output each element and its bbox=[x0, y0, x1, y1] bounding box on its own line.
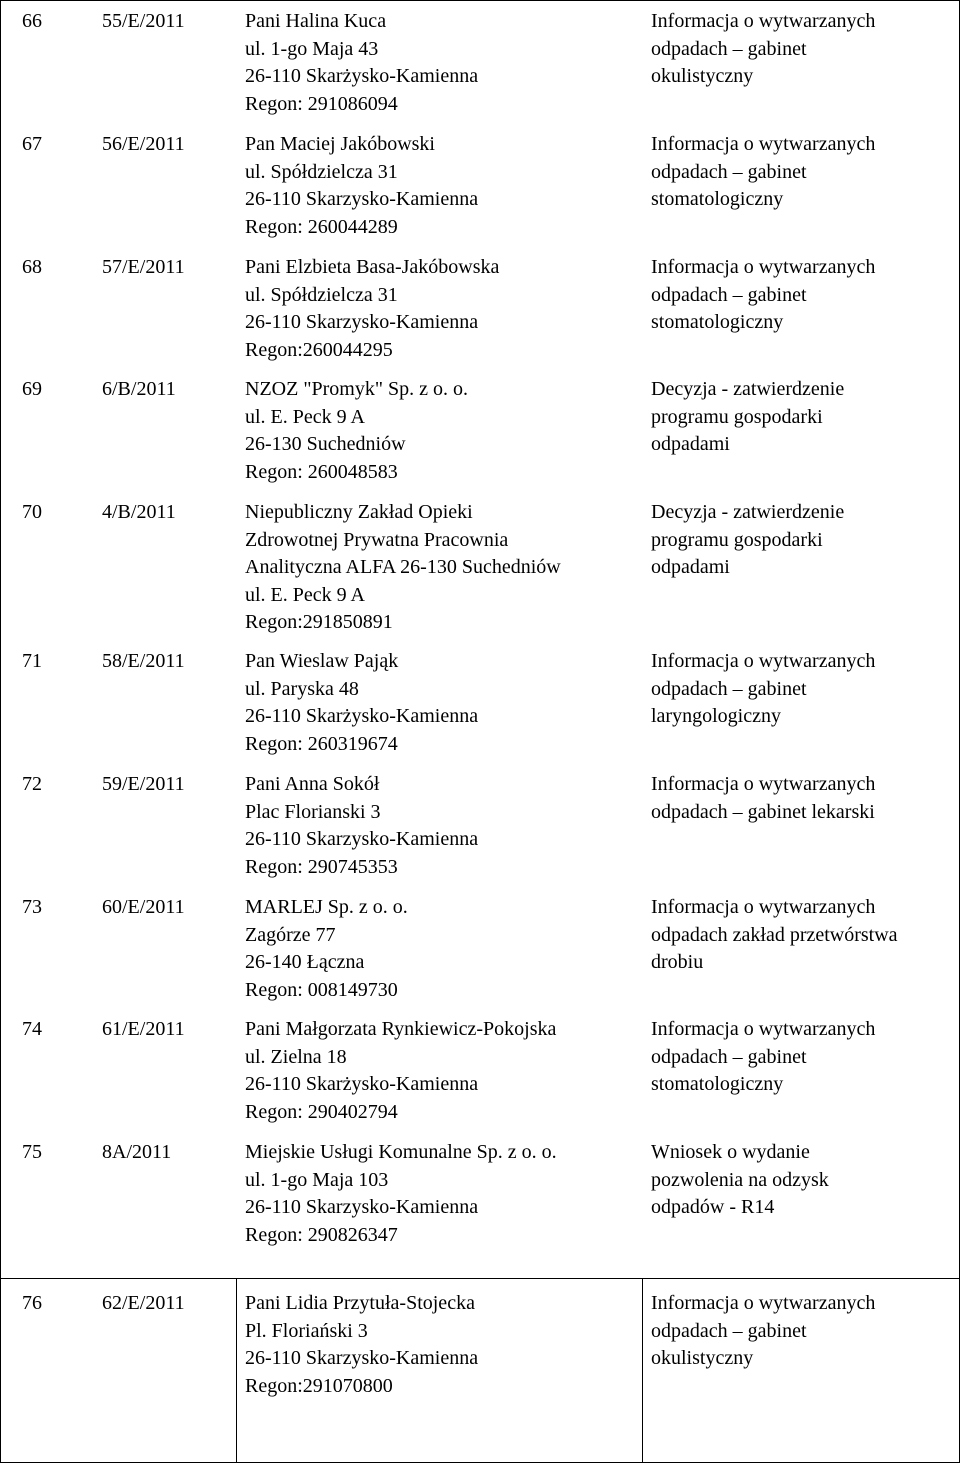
row-number: 75 bbox=[22, 1141, 42, 1163]
document-line: Informacja o wytwarzanych bbox=[651, 773, 876, 795]
entity-line: ul. Spółdzielcza 31 bbox=[245, 160, 398, 183]
document-description bbox=[651, 648, 875, 731]
entity-line: ul. Paryska 48 bbox=[245, 677, 359, 700]
document-line: Informacja o wytwarzanych bbox=[651, 10, 876, 32]
reference-number: 4/B/2011 bbox=[102, 501, 176, 523]
entity-line: Regon: 260319674 bbox=[245, 732, 398, 755]
document-description bbox=[651, 131, 875, 214]
row-number: 70 bbox=[22, 501, 42, 523]
document-description bbox=[651, 1290, 875, 1373]
reference-number: 59/E/2011 bbox=[102, 773, 185, 795]
entity-details bbox=[245, 376, 468, 486]
document-line: odpadami bbox=[651, 433, 730, 455]
entity-details bbox=[245, 131, 478, 241]
row-number: 73 bbox=[22, 896, 42, 918]
entity-line: 26-110 Skarżysko-Kamienna bbox=[245, 65, 479, 87]
row-number: 72 bbox=[22, 773, 42, 795]
document-line: drobiu bbox=[651, 951, 704, 973]
entity-line: Regon: 290402794 bbox=[245, 1100, 398, 1123]
entity-details bbox=[245, 648, 478, 758]
document-line: pozwolenia na odzysk bbox=[651, 1168, 829, 1191]
document-line: Informacja o wytwarzanych bbox=[651, 896, 876, 918]
entity-line: Regon: 290826347 bbox=[245, 1223, 398, 1246]
entity-line: ul. Spółdzielcza 31 bbox=[245, 283, 398, 306]
entity-line: Pani Halina Kuca bbox=[245, 10, 387, 32]
entity-line: Regon: 260044289 bbox=[245, 215, 398, 238]
entity-line: Regon: 008149730 bbox=[245, 978, 398, 1001]
reference-number: 56/E/2011 bbox=[102, 133, 185, 155]
entity-line: Pani Anna Sokół bbox=[245, 773, 380, 795]
row-number: 74 bbox=[22, 1018, 42, 1040]
document-line: Informacja o wytwarzanych bbox=[651, 133, 876, 155]
document-line: Informacja o wytwarzanych bbox=[651, 650, 876, 672]
document-line: Informacja o wytwarzanych bbox=[651, 1018, 876, 1040]
entity-line: 26-130 Suchedniów bbox=[245, 433, 406, 455]
row-number: 71 bbox=[22, 650, 42, 672]
entity-details bbox=[245, 254, 499, 364]
entity-line: 26-110 Skarzysko-Kamienna bbox=[245, 1347, 479, 1369]
reference-number: 60/E/2011 bbox=[102, 896, 185, 918]
entity-details bbox=[245, 771, 478, 881]
column-divider-document bbox=[642, 1278, 643, 1463]
document-description bbox=[651, 1016, 875, 1099]
document-line: programu gospodarki bbox=[651, 528, 823, 551]
reference-number: 58/E/2011 bbox=[102, 650, 185, 672]
document-description bbox=[651, 771, 875, 826]
column-divider-entity bbox=[236, 1278, 237, 1463]
entity-details bbox=[245, 499, 561, 637]
document-line: okulistyczny bbox=[651, 65, 754, 87]
document-line: stomatologiczny bbox=[651, 188, 784, 210]
document-line: odpadach – gabinet bbox=[651, 1319, 807, 1342]
document-line: Decyzja - zatwierdzenie bbox=[651, 378, 845, 400]
entity-line: ul. Zielna 18 bbox=[245, 1045, 347, 1068]
entity-line: 26-110 Skarzysko-Kamienna bbox=[245, 188, 479, 210]
document-line: odpadach – gabinet bbox=[651, 677, 807, 700]
document-line: odpadami bbox=[651, 556, 730, 578]
document-description bbox=[651, 8, 875, 91]
entity-line: Regon:291850891 bbox=[245, 611, 393, 633]
document-line: okulistyczny bbox=[651, 1347, 754, 1369]
document-line: Informacja o wytwarzanych bbox=[651, 1292, 876, 1314]
document-description bbox=[651, 1139, 829, 1222]
row-number: 69 bbox=[22, 378, 42, 400]
entity-line: ul. 1-go Maja 103 bbox=[245, 1168, 389, 1191]
row-number: 76 bbox=[22, 1292, 42, 1314]
entity-line: Miejskie Usługi Komunalne Sp. z o. o. bbox=[245, 1141, 557, 1163]
entity-details bbox=[245, 1290, 478, 1400]
entity-line: NZOZ "Promyk" Sp. z o. o. bbox=[245, 378, 468, 400]
entity-line: Pan Maciej Jakóbowski bbox=[245, 133, 435, 155]
entity-line: Pan Wieslaw Pająk bbox=[245, 650, 399, 672]
entity-line: 26-110 Skarżysko-Kamienna bbox=[245, 705, 479, 727]
entity-line: Pani Elzbieta Basa-Jakóbowska bbox=[245, 256, 500, 278]
entity-line: Regon: 291086094 bbox=[245, 92, 398, 115]
document-line: laryngologiczny bbox=[651, 705, 781, 727]
entity-line: ul. E. Peck 9 A bbox=[245, 405, 365, 428]
entity-line: Zagórze 77 bbox=[245, 923, 336, 946]
entity-line: ul. E. Peck 9 A bbox=[245, 583, 365, 606]
document-description bbox=[651, 894, 898, 977]
document-line: Informacja o wytwarzanych bbox=[651, 256, 876, 278]
document-line: programu gospodarki bbox=[651, 405, 823, 428]
entity-line: ul. 1-go Maja 43 bbox=[245, 37, 379, 60]
entity-line: Plac Florianski 3 bbox=[245, 800, 381, 823]
row-number: 68 bbox=[22, 256, 42, 278]
document-line: stomatologiczny bbox=[651, 311, 784, 333]
document-line: odpadach zakład przetwórstwa bbox=[651, 923, 898, 946]
entity-line: Regon: 260048583 bbox=[245, 460, 398, 483]
reference-number: 55/E/2011 bbox=[102, 10, 185, 32]
entity-line: Pani Małgorzata Rynkiewicz-Pokojska bbox=[245, 1018, 557, 1040]
entity-line: Pl. Floriański 3 bbox=[245, 1319, 368, 1342]
document-description bbox=[651, 376, 844, 459]
entity-line: 26-110 Skarżysko-Kamienna bbox=[245, 1073, 479, 1095]
entity-details bbox=[245, 1139, 557, 1249]
entity-line: 26-110 Skarzysko-Kamienna bbox=[245, 1196, 479, 1218]
document-line: odpadach – gabinet bbox=[651, 283, 807, 306]
table-divider bbox=[0, 1278, 960, 1279]
reference-number: 8A/2011 bbox=[102, 1141, 172, 1163]
entity-line: Niepubliczny Zakład Opieki bbox=[245, 501, 473, 523]
entity-line: 26-140 Łączna bbox=[245, 951, 365, 973]
entity-line: 26-110 Skarzysko-Kamienna bbox=[245, 311, 479, 333]
entity-line: Pani Lidia Przytuła-Stojecka bbox=[245, 1292, 475, 1314]
document-line: Wniosek o wydanie bbox=[651, 1141, 810, 1163]
document-line: Decyzja - zatwierdzenie bbox=[651, 501, 845, 523]
document-description bbox=[651, 254, 875, 337]
document-line: odpadach – gabinet lekarski bbox=[651, 800, 875, 823]
document-line: odpadach – gabinet bbox=[651, 37, 807, 60]
entity-line: Zdrowotnej Prywatna Pracownia bbox=[245, 528, 509, 551]
reference-number: 6/B/2011 bbox=[102, 378, 176, 400]
entity-details bbox=[245, 8, 478, 118]
row-number: 67 bbox=[22, 133, 42, 155]
entity-line: 26-110 Skarzysko-Kamienna bbox=[245, 828, 479, 850]
reference-number: 57/E/2011 bbox=[102, 256, 185, 278]
entity-details bbox=[245, 1016, 556, 1126]
entity-details bbox=[245, 894, 408, 1004]
document-description bbox=[651, 499, 844, 582]
entity-line: Regon:291070800 bbox=[245, 1374, 393, 1397]
row-number: 66 bbox=[22, 10, 42, 32]
entity-line: Regon:260044295 bbox=[245, 338, 393, 361]
document-line: odpadach – gabinet bbox=[651, 160, 807, 183]
entity-line: MARLEJ Sp. z o. o. bbox=[245, 896, 408, 918]
entity-line: Analityczna ALFA 26-130 Suchedniów bbox=[245, 556, 561, 578]
document-line: odpadów - R14 bbox=[651, 1196, 775, 1218]
entity-line: Regon: 290745353 bbox=[245, 855, 398, 878]
document-line: odpadach – gabinet bbox=[651, 1045, 807, 1068]
reference-number: 61/E/2011 bbox=[102, 1018, 185, 1040]
document-line: stomatologiczny bbox=[651, 1073, 784, 1095]
reference-number: 62/E/2011 bbox=[102, 1292, 185, 1314]
